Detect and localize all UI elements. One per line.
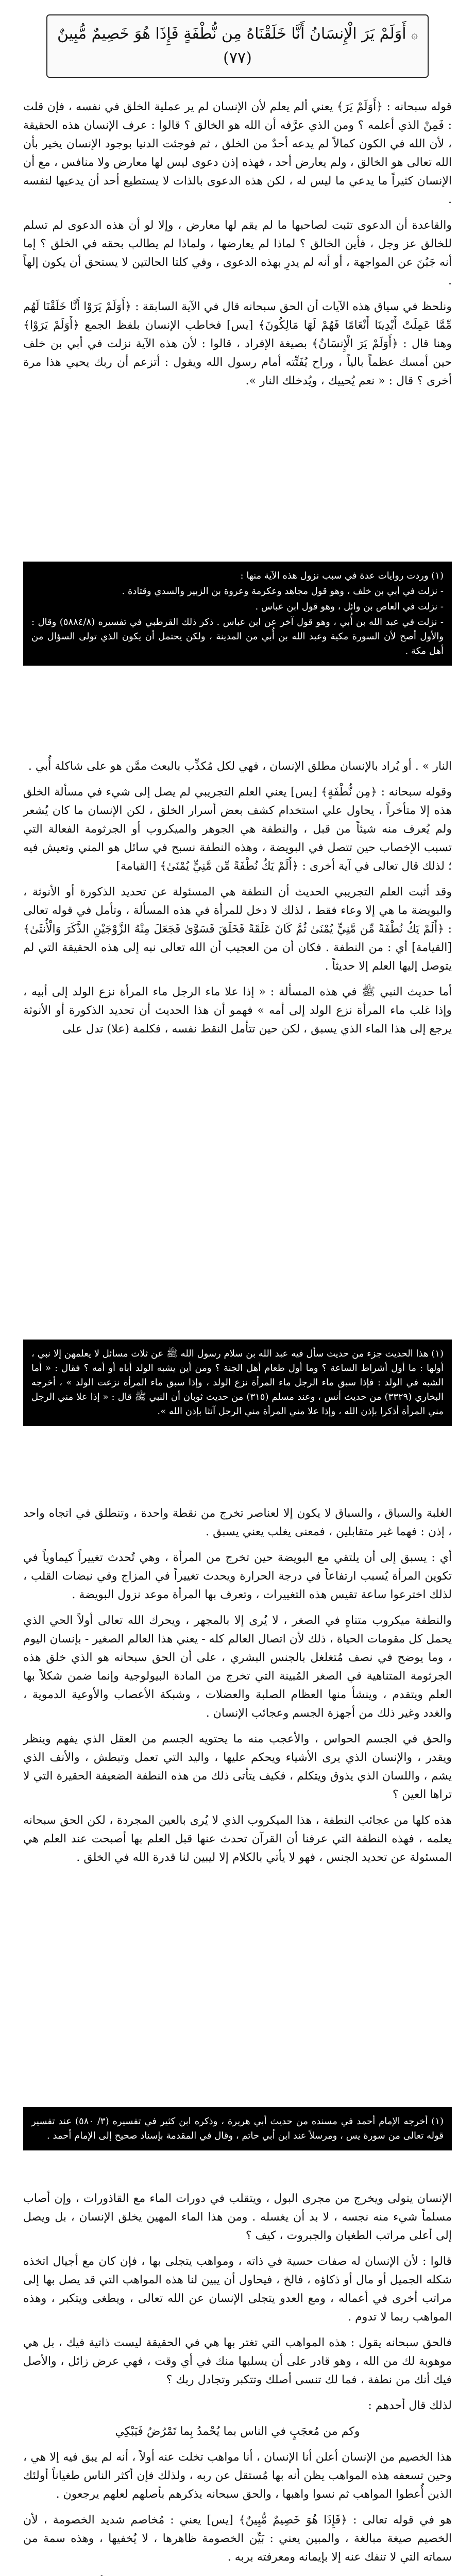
paragraph: الإنسان يتولى ويخرج من مجرى البول ، ويتقلب في دورات الماء مع القاذورات ، وإن أصاب مسلماً شيء منه نجسه ، لا بد أن يغسله . ومن هذا الماء المهين يخلق الإنسان ، بل ويصل إلى أعلى مراتب الطغيان والجبروت ، كيف ؟ [23,2192,452,2242]
paragraph: أي : يسبق إلى أن يلتقي مع البويضة حين تخرج من المرأة ، وهي تُحدث تغييراً كيماوياً في تكوين المرأة يُسبب ارتفاعاً في درجة الحرارة ويحدث تغييراً في المزاج وفي نبضات القلب ، لذلك اخترعوا ساعة تقيس هذه التغييرات ، وتعرف بها المرأة موعد نزول البويضة . [23,1551,452,1601]
paragraph: ونلحظ في سياق هذه الآيات أن الحق سبحانه قال في الآية السابقة : ﴿أَوَلَمْ يَرَوْا أَنَّا خَلَقْنَا لَهُم مِّمَّا عَمِلَتْ أَيْدِينَا أَنْعَامًا فَهُمْ لَهَا مَالِكُونَ﴾ [يس] فخاطب الإنسان بلفظ الجمع ﴿أَوَلَمْ يَرَوْا﴾ وهنا قال : ﴿أَوَلَمْ يَرَ الْإِنسَانُ﴾ بصيغة الإفراد ، قالوا : لأن هذه الآية نزلت في أبي بن خلف حين أمسك عظماً بالياً ، وراح يُفَتِّته أمام رسول الله ويقول : أتزعم أن ربك يحيي هذا مرة أخرى ؟ قال : « نعم يُحييك ، ويُدخلك النار ». [23,300,452,387]
section-2 [23,757,452,1046]
footnote-line: (١) أخرجه الإمام أحمد في مسنده من حديث أبي هريرة ، وذكره ابن كثير في تفسيره (٣/ ٥٨٠) عند تفسير قوله تعالى من سورة يس ، ومرسلاً عند ابن أبي حاتم ، وقال في المقدمة بإسناد صحيح إلى الإمام أحمد . [31,2116,444,2141]
footnote-box-2 [23,1340,452,1426]
verse-banner-top [46,14,429,78]
footnote-box-3 [23,2107,452,2150]
footnote-line: (١) وردت روايات عدة في سبب نزول هذه الآية منها : [240,570,444,581]
paragraph: هذا الخصيم من الإنسان أعلن أنا الإنسان ، أنا مواهب تخلت عنه أولاً ، أنه لم يبق فيه إلا هي ، وحين تسعفه هذه المواهب يظن أنه بها مُستقل عن ربه ، ولذلك فإن أكثر الناس طغياناً أولئك الذين أُعطوا المواهب ثم نسوا واهبها ، والحق سبحانه يذكرهم بأصلهم لعلهم يرجعون . [23,2451,452,2501]
paragraph: والنطفة ميكروب متناهٍ في الصغر ، لا يُرى إلا بالمجهر ، ويحرك الله تعالى أولاً الحي الذي يحمل كل مقومات الحياة ، ذلك لأن اتصال العالم كله - يعني هذا العالم الصغير - بإنسان اليوم ، وما يوضح في نصف مُتغلغل بالجنس البشري ، على أن الحق سبحانه هو الذي خلق هذه الجرثومة المتناهية في الصغر المُبينة التي تخرج من المادة البيولوجية وإنما ضمن شكلاً بها العلم ويتقدم ، وينشأ منها العظام الصلبة والعضلات ، وشبكة الأعصاب والأوعية الدموية ، والغدد وغير ذلك من أجهزة الجسم وعجائب الإنسان . [23,1614,452,1720]
verse-text: أَوَلَمْ يَرَ الْإِنسَانُ أَنَّا خَلَقْنَاهُ مِن نُّطْفَةٍ فَإِذَا هُوَ خَصِيمٌ مُّبِينٌ [57,25,406,43]
paragraph: والقاعدة أن الدعوى تثبت لصاحبها ما لم يقم لها معارض ، وإلا لو أن هذه الدعوى لم تسلم للخالق عز وجل ، فأين الخالق ؟ لماذا لم يعارضها ، ولماذا لم يطالب بحقه في الخلق ؟ إما أنه جَبُنَ عن المواجهة ، أو أنه لم يدرِ بهذه الدعوى ، وفي كلتا الحالتين لا يستحق أن يكون إلهاً . [23,219,452,287]
section-1 [23,98,452,398]
footnote-line: (١) هذا الحديث جزء من حديث سأل فيه عبد الله بن سلام رسول الله ﷺ عن ثلاث مسائل لا يعلمهن إلا نبي ، أولها : ما أول أشراط الساعة ؟ وما أول طعام أهل الجنة ؟ ومن أين يشبه الولد أباه أو أمه ؟ فقال : « أما الشبه في الولد : فإذا سبق ماء الرجل ماء المرأة نزع الولد ، وإذا سبق ماء المرأة نزعت الولد » ، أخرجه البخاري (٣٣٢٩) من حديث أنس ، وعند مسلم (٣١٥) من حديث ثوبان أن النبي ﷺ قال : « إذا علا مني الرجل مني المرأة أذكرا بإذن الله ، وإذا علا مني المرأة مني الرجل آنثا بإذن الله ». [31,1348,444,1417]
paragraph: قالوا : لأن الإنسان له صفات حسية في ذاته ، ومواهب يتجلى بها ، فإن كان مع أجيال اتخذه شكله الجميل أو مال أو ذكاؤه ، فالخ ، فيحاول أن يبين لنا هذه المواهب التي قد يصل بها إلى مراتب أخرى في أعماله ، ومع العدو يتجلى الإنسان عن الله تعالى ، ويطغى ويتكبر ، وهذه المواهب ربما لا تدوم . [23,2255,452,2324]
paragraph: النار » . أو يُراد بالإنسان مطلق الإنسان ، فهي لكل مُكذِّب بالبعث ممَّن هو على شاكلة أُبي . [28,760,452,773]
paragraph: هذه كلها من عجائب النطفة ، هذا الميكروب الذي لا يُرى بالعين المجردة ، لكن الحق سبحانه يعلمه ، فهذه النطفة التي عرفنا أن القرآن تحدث عنها قبل العلم بها أصبحت عند العلم هي المسئولة عن تحديد الجنس ، فهو لا يأتي بالكلام إلا ليبين لنا قدرة الله في الخلق . [23,1814,452,1864]
paragraph: والحق في الجسم الحواس ، والأعجب منه ما يحتويه الجسم من العقل الذي يفهم وينظر ويقدر ، والإنسان الذي يرى الأشياء ويحكم عليها ، واليد التي تعمل وتبطش ، والأنف الذي يشم ، واللسان الذي يذوق ويتكلم ، فكيف يتأتى ذلك من هذه النطفة الضعيفة الحقيرة التي لا تراها العين ؟ [23,1733,452,1801]
footnote-line: - نزلت في عبد الله بن أُبي ، وهو قول آخر عن ابن عباس . ذكر ذلك القرطبي في تفسيره (٥٨٨٤/٨) وقال : والأول أصح لأن السورة مكية وعبد الله بن أُبي من المدينة ، ولكن يحتمل أن يكون الذي تولى السؤال من أهل مكة . [31,617,444,656]
paragraph: وقد أثبت العلم التجريبي الحديث أن النطفة هي المسئولة عن تحديد الذكورة أو الأنوثة ، والبويضة ما هي إلا وعاء فقط ، لذلك لا دخل للمرأة في هذه المسألة ، وتأمل في قوله تعالى : ﴿أَلَمْ يَكُ نُطْفَةً مِّن مَّنِيٍّ يُمْنَىٰ ثُمَّ كَانَ عَلَقَةً فَخَلَقَ فَسَوَّىٰ فَجَعَلَ مِنْهُ الزَّوْجَيْنِ الذَّكَرَ وَالْأُنثَىٰ﴾ [القيامة] أي : من النطفة . فكان أن من العجيب أن الله تعالى نبه إلى هذه الحقيقة التي لم يتوصل إليها العلم إلا حديثاً . [23,886,452,973]
paragraph: فالحق سبحانه يقول : هذه المواهب التي تغتر بها هي في الحقيقة ليست ذاتية فيك ، بل هي موهوبة لك من الله ، وهو قادر على أن يسلبها منك في أي وقت ، فهي عرض زائل ، والأصل فيك أنك من نطفة ، فما لك تنسى أصلك وتتكبر وتجادل ربك ؟ [23,2336,452,2386]
paragraph: هو في قوله تعالى : ﴿فَإِذَا هُوَ خَصِيمٌ مُّبِينٌ﴾ [يس] يعني : مُخاصم شديد الخصومة ، لأن الخصيم صيغة مبالغة ، والمبين يعني : بَيِّن الخصومة ظاهرها ، لا يُخفيها ، وهذه سمة من سماته التي لا تنفك عنه إلا بإيمانه ومعرفته بربه . [23,2514,452,2564]
verse-number: (٧٧) [223,49,252,67]
ornament-icon: ۞ [411,29,418,42]
section-4 [23,2190,452,2576]
paragraph: الغلبة والسباق ، والسباق لا يكون إلا لعناصر تخرج من نقطة واحدة ، وتنطلق في اتجاه واحد ، إذن : فهما غير متقابلين ، فمعنى يغلب يعني يسبق . [23,1507,452,1538]
footnote-line: - نزلت في العاص بن وائل ، وهو قول ابن عباس . [255,601,444,612]
section-3 [23,1504,452,1874]
paragraph [23,2574,452,2576]
poetry-line: وكم من مُعجَبٍ في الناس بما يُحْمدُ بِما تَمْرُضُ فَيَبْكِي [115,2425,360,2438]
paragraph: وقوله سبحانه : ﴿مِن نُّطْفَةٍ﴾ [يس] يعني العلم التجريبي لم يصل إلى شيء في مسألة الخلق هذه إلا متأخراً ، يحاول علي استخدام كشف بعض أسرار الخلق ، لكن الإنسان ما كان يُشعر ولم يُعرف منه شيئاً من قبل ، والنطفة هي الجوهر والميكروب أو الجرثومة الفعالة التي تسبب الإخصاب حين تتصل في البويضة ، وهذه النطفة نسبح في سائل هو المني وتعيش فيه ؛ لذلك قال تعالى في آية أخرى : ﴿أَلَمْ يَكُ نُطْفَةً مِّن مَّنِيٍّ يُمْنَىٰ﴾ [القيامة] [23,786,452,873]
footnote-box-1 [23,562,452,666]
paragraph: قوله سبحانه : ﴿أَوَلَمْ يَرَ﴾ يعني ألم يعلم لأن الإنسان لم ير عملية الخلق في نفسه ، فإن قلت : فَمِنْ الذي أعلمه ؟ ومن الذي عرَّفه أن الله هو الخالق ؟ قالوا : عرف الإنسان هذه الحقيقة ، لأن الله في الكون كمالاً لم يدعه أحدٌ من الخلق ، ثم فوجئت الدنيا بوجود الإنسان يخير بأن الله تعالى هو الخالق ، ولم يعارض أحد ، فهذه إذن دعوى ليس لها معارض ولا منافس ، مع أن الإنسان كثيراً ما يدعي ما ليس له ، لكن هذه الدعوى بالذات لا يستطيع أحد أن يدعيها لنفسه . [23,100,452,206]
paragraph: لذلك قال أحدهم : [368,2399,452,2412]
paragraph: أما حديث النبي ﷺ في هذه المسألة : « إذا علا ماء الرجل ماء المرأة نزع الولد إلى أبيه ، وإذا غلب ماء المرأة نزع الولد إلى أمه » فهمو أن هذا الحديث أن تحديد الذكورة أو الأنوثة يرجع إلى هذا الماء الذي يسبق ، لكن حين تتأمل النقط نفسه ، فكلمة (علا) تدل على [23,986,452,1036]
footnote-line: - نزلت في أبي بن خلف ، وهو قول مجاهد وعكرمة وعروة بن الزبير والسدي وقتادة . [122,586,444,597]
